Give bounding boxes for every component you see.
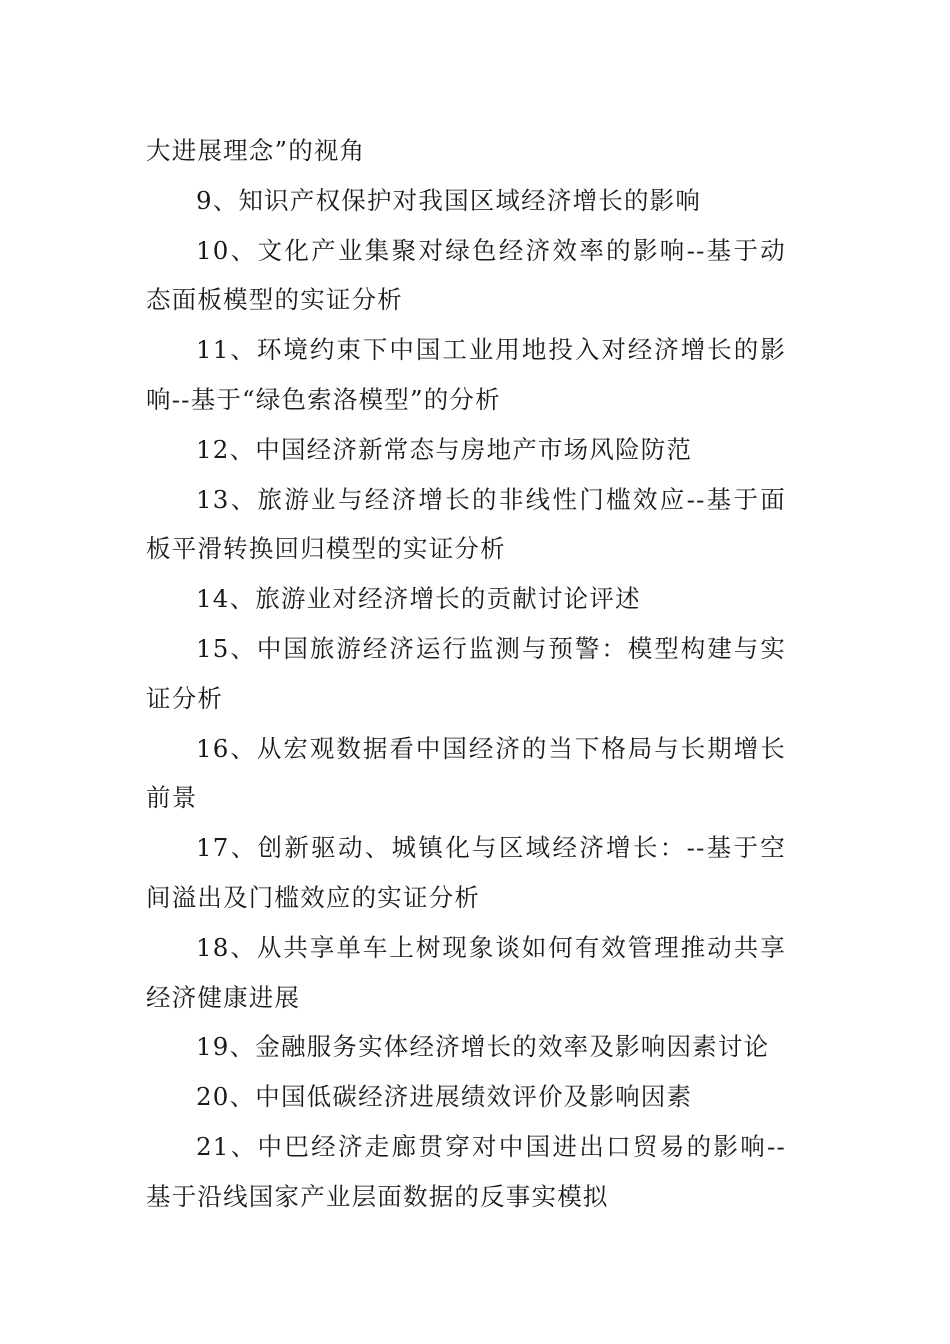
list-item-14: 14、旅游业对经济增长的贡献讨论评述 bbox=[196, 584, 641, 614]
list-item-11: 11、环境约束下中国工业用地投入对经济增长的影响--基于“绿色索洛模型”的分析 bbox=[146, 335, 786, 414]
list-item-10: 10、文化产业集聚对绿色经济效率的影响--基于动态面板模型的实证分析 bbox=[146, 235, 786, 315]
document-body bbox=[146, 126, 786, 1222]
list-item-18: 18、从共享单车上树现象谈如何有效管理推动共享经济健康进展 bbox=[146, 932, 786, 1012]
list-item-20: 20、中国低碳经济进展绩效评价及影响因素 bbox=[196, 1082, 693, 1112]
list-item-13: 13、旅游业与经济增长的非线性门槛效应--基于面板平滑转换回归模型的实证分析 bbox=[146, 484, 786, 564]
paragraph-continuation: 大进展理念”的视角 bbox=[146, 136, 366, 165]
list-item-12: 12、中国经济新常态与房地产市场风险防范 bbox=[196, 434, 693, 464]
list-item-9: 9、知识产权保护对我国区域经济增长的影响 bbox=[196, 185, 702, 215]
list-item-19: 19、金融服务实体经济增长的效率及影响因素讨论 bbox=[196, 1032, 770, 1062]
list-item-16: 16、从宏观数据看中国经济的当下格局与长期增长前景 bbox=[146, 733, 786, 813]
list-item-21: 21、中巴经济走廊贯穿对中国进出口贸易的影响--基于沿线国家产业层面数据的反事实模拟 bbox=[146, 1131, 786, 1211]
list-item-17: 17、创新驱动、城镇化与区域经济增长：--基于空间溢出及门槛效应的实证分析 bbox=[146, 833, 786, 912]
list-item-15: 15、中国旅游经济运行监测与预警：模型构建与实证分析 bbox=[146, 633, 786, 713]
